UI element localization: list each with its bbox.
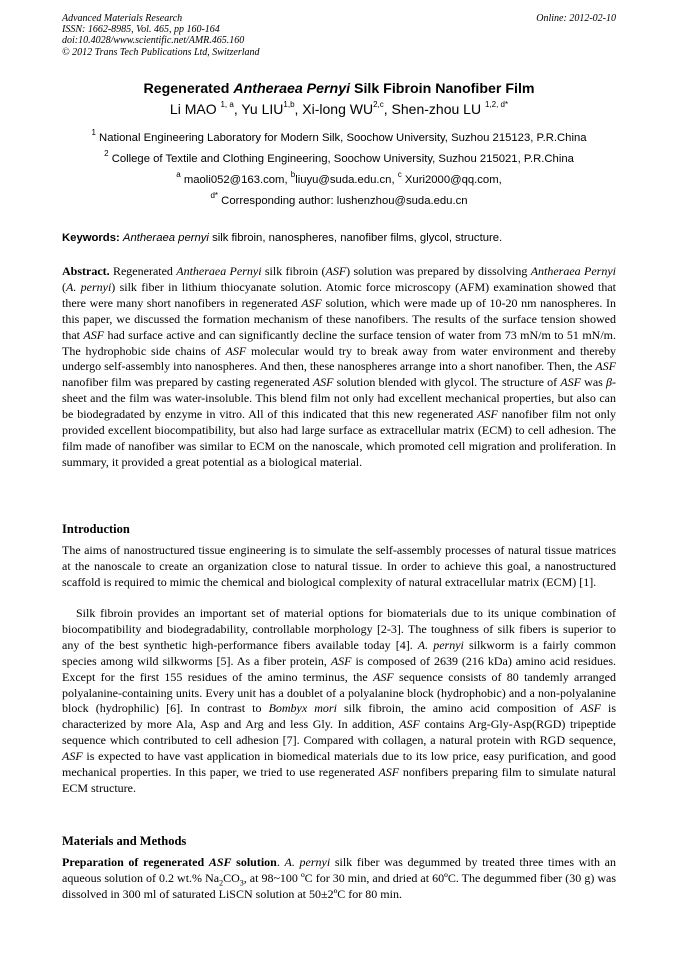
abstract-text: ( xyxy=(62,279,66,294)
abstract-italic: Antheraea Pernyi xyxy=(176,264,262,278)
email-sup: a xyxy=(176,170,181,180)
intro-italic: A. pernyi xyxy=(417,637,464,652)
affiliation-2 xyxy=(40,149,638,166)
subheading-italic: ASF xyxy=(208,855,232,869)
online-date: Online: 2012-02-10 xyxy=(536,13,616,24)
title-italic: Antheraea Pernyi xyxy=(233,81,351,97)
abstract-italic: β xyxy=(606,375,613,390)
methods-italic: A. pernyi xyxy=(284,855,331,869)
email-sup: c xyxy=(397,170,402,180)
intro-italic: Bombyx mori xyxy=(268,701,337,716)
intro-italic: ASF xyxy=(330,653,352,668)
affiliation-text: National Engineering Laboratory for Modern Silk, Soochow University, Suzhou 215123, P.R.China xyxy=(99,132,587,144)
corresponding-text[interactable]: Corresponding author: lushenzhou@suda.edu.cn xyxy=(221,195,468,207)
abstract-text: solution blended with glycol. The structure of xyxy=(333,375,561,390)
author-name: Li MAO xyxy=(169,101,217,117)
methods-text: . xyxy=(276,855,285,869)
paper-title xyxy=(40,80,638,98)
keywords-rest: silk fibroin, nanospheres, nanofiber films, glycol, structure. xyxy=(208,232,503,244)
copyright-line: © 2012 Trans Tech Publications Ltd, Switzerland xyxy=(62,46,260,58)
methods-paragraph xyxy=(62,855,616,903)
abstract-italic: Antheraea Pernyi xyxy=(530,264,616,278)
intro-italic: ASF xyxy=(373,669,394,684)
author-name: Yu LIU xyxy=(241,101,284,117)
introduction-paragraph-2 xyxy=(62,606,616,797)
abstract-italic: ASF xyxy=(225,343,247,358)
abstract-text: solution, which were made up of 10-20 nm nanospheres. In this paper, we discussed the formation mechanism of these nanofibers. The results of the surface tension showed that xyxy=(62,295,616,342)
abstract-text: -sheet and the film was water-insoluble. This blend film not only had excellent mechanical properties, but also can be biodegradated by enzyme in vitro. All of this indicated that this new regenerated xyxy=(62,375,617,422)
abstract-italic: ASF xyxy=(325,264,347,278)
abstract-italic: A. pernyi xyxy=(66,279,112,294)
methods-subscript: 2 xyxy=(219,878,224,888)
abstract-text: nanofiber film was prepared by casting regenerated xyxy=(62,375,313,390)
intro-italic: ASF xyxy=(580,701,601,716)
author-sup: 1, a xyxy=(220,100,234,110)
intro-italic: ASF xyxy=(378,765,400,780)
intro-italic: ASF xyxy=(399,717,420,732)
abstract-text: Regenerated xyxy=(109,264,177,278)
abstract-italic: ASF xyxy=(477,407,498,422)
affiliation-sup: 1 xyxy=(91,128,96,138)
intro-text: sequence consists of 80 tandemly arranged polyalanine-containing units. Every unit has a doublet of a polyalanine block (hydrophobic) and a non-polyalanine block (hydrophilic) [6]. In contrast to xyxy=(62,669,616,716)
abstract-label: Abstract. xyxy=(62,264,110,278)
intro-text: nonfibers preparing film to simulate natural ECM structure. xyxy=(62,765,616,795)
methods-text: CO xyxy=(223,870,240,885)
intro-text: is characterized by more Ala, Asp and Arg and less Gly. In addition, xyxy=(62,701,616,732)
intro-text: is composed of 2639 (216 kDa) amino acid residues. Except for the first 155 residues of the amino terminus, the xyxy=(62,653,616,684)
introduction-heading: Introduction xyxy=(62,522,130,536)
intro-text: silk fibroin, the amino acid composition of xyxy=(336,701,581,716)
doi-line: doi:10.4028/www.scientific.net/AMR.465.160 xyxy=(62,35,245,47)
intro-text: is expected to have vast application in biomedical materials due to its low price, easy purification, and good mechanical properties. In this paper, we tried to use regenerated xyxy=(62,749,616,780)
author-sup: 1,2, d* xyxy=(484,100,509,110)
affiliation-1 xyxy=(40,128,638,145)
abstract-text: ) silk fiber in lithium thiocyanate solution. Atomic force microscopy (AFM) examination showed that there were many short nanofibers in regenerated xyxy=(62,279,616,310)
abstract-text: nanofiber film not only provided excellent biocompatibility, but also had large surface as extracellular matrix (ECM) to cell adhesion. The film made of nanofiber was similar to ECM on the nanoscale, which promoted cell migration and proliferation. In summary, it provided a great potential as a biological material. xyxy=(62,407,616,469)
keywords-label: Keywords: xyxy=(62,232,120,244)
abstract-text: had surface active and can significantly decline the surface tension of water from 73 mN/m to 51 mN/m. The hydrophobic side chains of xyxy=(62,327,616,358)
subheading-text: Preparation of regenerated xyxy=(62,855,209,869)
keywords xyxy=(62,231,618,245)
corresponding-author xyxy=(40,191,638,208)
journal-name: Advanced Materials Research xyxy=(62,13,183,24)
email-line xyxy=(40,170,638,187)
corresponding-sup: d* xyxy=(210,191,219,201)
abstract-italic: ASF xyxy=(560,375,581,390)
methods-subscript: 3 xyxy=(239,878,244,888)
email-sup: b xyxy=(290,170,296,180)
intro-text: contains Arg-Gly-Asp(RGD) tripeptide sequence which contributed to cell adhesion [7]. Compared with collagen, a natural protein with RGD sequence, xyxy=(62,717,616,748)
title-post: Silk Fibroin Nanofiber Film xyxy=(350,81,535,97)
author-sup: 1,b xyxy=(283,100,295,110)
issn-line: ISSN: 1662-8985, Vol. 465, pp 160-164 xyxy=(62,24,220,36)
author-name: Shen-zhou LU xyxy=(391,101,482,117)
intro-italic: ASF xyxy=(62,749,83,764)
author-name: Xi-long WU xyxy=(302,101,374,117)
affiliation-sup: 2 xyxy=(104,149,109,159)
abstract-text: ) solution was prepared by dissolving xyxy=(346,264,531,278)
abstract-text: was xyxy=(581,375,607,390)
methods-text: silk fiber was degummed by treated three times with an aqueous solution of 0.2 wt.% Na xyxy=(62,855,616,885)
introduction-paragraph-1: The aims of nanostructured tissue engineering is to simulate the self-assembly processes of natural tissue matrices at the nanoscale to create an organization close to natural tissue. In order to achieve this goal, a nanostructured scaffold is required to mimic the chemical and biological complexity of natural extracellular matrix (ECM) [1]. xyxy=(62,543,616,589)
abstract xyxy=(62,264,616,471)
email-address[interactable]: Xuri2000@qq.com, xyxy=(404,174,502,186)
abstract-text: silk fibroin ( xyxy=(261,264,326,278)
intro-text: silkworm is a fairly common species among wild silkworms [5]. As a fiber protein, xyxy=(62,637,616,668)
abstract-italic: ASF xyxy=(301,295,322,310)
journal-metadata xyxy=(62,13,260,58)
author-sup: 2,c xyxy=(373,100,384,110)
subheading-text: solution xyxy=(231,855,277,869)
abstract-italic: ASF xyxy=(83,327,105,342)
methods-subheading xyxy=(62,855,277,869)
abstract-italic: ASF xyxy=(312,375,334,390)
affiliation-text: College of Textile and Clothing Engineering, Soochow University, Suzhou 215021, P.R.China xyxy=(111,153,574,165)
title-pre: Regenerated xyxy=(143,81,234,97)
methods-text: , at 98~100 ºC for 30 min, and dried at 60ºC. The degummed fiber (30 g) was dissolved in 300 ml of saturated LiSCN solution at 50±2ºC for 80 min. xyxy=(62,870,616,901)
abstract-italic: ASF xyxy=(595,359,616,374)
author-list: Li MAO $^{1, a}$, Yu LIU$^{1,b}$, Xi-long WU$^{2,c}$, Shen-zhou LU $^{1,2, d*}$ xyxy=(169,100,509,117)
intro-text: Silk fibroin provides an important set of material options for biomaterials due to its unique combination of biocompatibility and biodegradability, controllable morphology [2-3]. The toughness of silk fibers is superior to any of the best synthetic high-performance fibers available today [4]. xyxy=(62,606,616,652)
keywords-italic: Antheraea pernyi xyxy=(122,232,209,244)
methods-heading: Materials and Methods xyxy=(62,834,187,848)
email-address[interactable]: liuyu@suda.edu.cn, xyxy=(295,174,398,186)
abstract-text: molecular would try to break away from water environment and thereby undergo self-assembly into nanospheres. And then, these nanospheres arrange into a short nanofiber. Then, the xyxy=(62,343,616,374)
email-address[interactable]: maoli052@163.com, xyxy=(183,174,291,186)
